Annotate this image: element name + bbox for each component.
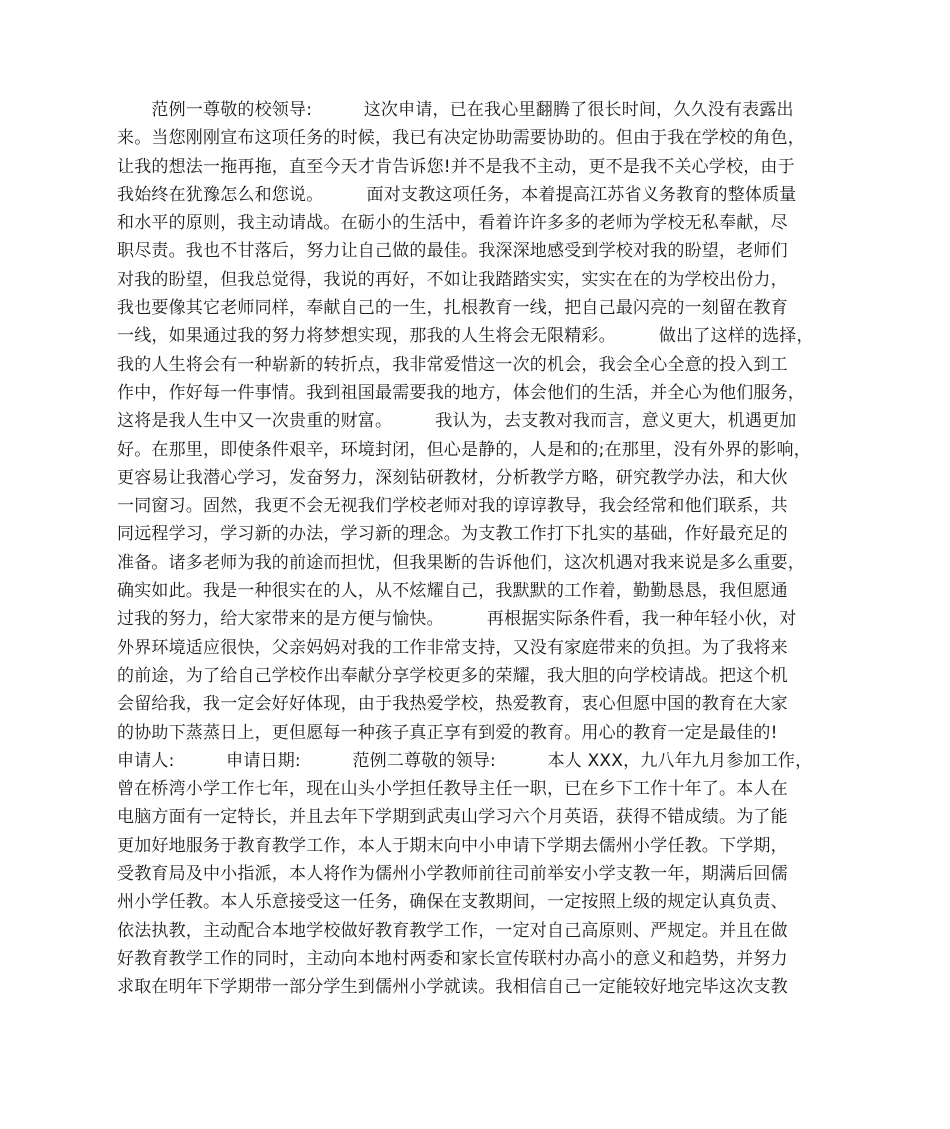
text-line: 和水平的原则，我主动请战。在砺小的生活中，看着许许多多的老师为学校无私奉献，尽 [117, 213, 788, 234]
text-line: 依法执教，主动配合本地学校做好教育教学工作，一定对自己高原则、严规定。并且在做 [117, 920, 788, 941]
text-line: 职尽责。我也不甘落后，努力让自己做的最佳。我深深地感受到学校对我的盼望，老师们 [117, 241, 788, 262]
text-line: 我也要像其它老师同样，奉献自己的一生，扎根教育一线，把自己最闪亮的一刻留在教育 [117, 298, 788, 319]
document-body [117, 96, 843, 1002]
text-line: 会留给我，我一定会好好体现，由于我热爱学校，热爱教育，衷心但愿中国的教育在大家 [117, 694, 788, 715]
text-line: 申请人: 申请日期: 范例二尊敬的领导: 本人 XXX，九八年九月参加工作， [117, 750, 813, 771]
text-line: 更加好地服务于教育教学工作，本人于期末向中小申请下学期去儒州小学任教。下学期， [117, 835, 788, 856]
text-line: 让我的想法一拖再拖，直至今天才肯告诉您!并不是我不主动，更不是我不关心学校，由于 [117, 156, 795, 177]
text-line: 更容易让我潜心学习，发奋努力，深刻钻研教材，分析教学方略，研究教学办法，和大伙 [117, 467, 788, 488]
text-line: 求取在明年下学期带一部分学生到儒州小学就读。我相信自己一定能较好地完毕这次支教 [117, 977, 788, 998]
text-line: 我始终在犹豫怎么和您说。 面对支教这项任务，本着提高江苏省义务教育的整体质量 [117, 184, 797, 205]
text-line: 一线，如果通过我的努力将梦想实现，那我的人生将会无限精彩。 做出了这样的选择， [117, 326, 814, 347]
text-line: 准备。诸多老师为我的前途而担忧，但我果断的告诉他们，这次机遇对我来说是多么重要， [117, 552, 805, 573]
text-line: 电脑方面有一定特长，并且去年下学期到武夷山学习六个月英语，获得不错成绩。为了能 [117, 807, 788, 828]
text-line: 好教育教学工作的同时，主动向本地村两委和家长宣传联村办高小的意义和趋势，并努力 [117, 948, 788, 969]
text-line: 作中，作好每一件事情。我到祖国最需要我的地方，体会他们的生活，并全心为他们服务， [117, 382, 805, 403]
text-line: 同远程学习，学习新的办法，学习新的理念。为支教工作打下扎实的基础，作好最充足的 [117, 524, 788, 545]
text-line: 州小学任教。本人乐意接受这一任务，确保在支教期间，一定按照上级的规定认真负责、 [117, 892, 788, 913]
text-line: 的前途，为了给自己学校作出奉献分享学校更多的荣耀，我大胆的向学校请战。把这个机 [117, 665, 788, 686]
text-line: 的协助下蒸蒸日上，更但愿每一种孩子真正享有到爱的教育。用心的教育一定是最佳的! [117, 722, 778, 743]
text-line: 对我的盼望，但我总觉得，我说的再好，不如让我踏踏实实，实实在在的为学校出份力， [117, 269, 788, 290]
text-line: 过我的努力，给大家带来的是方便与愉快。 再根据实际条件看，我一种年轻小伙，对 [117, 609, 797, 630]
text-line: 我的人生将会有一种崭新的转折点，我非常爱惜这一次的机会，我会全心全意的投入到工 [117, 354, 788, 375]
text-line: 曾在桥湾小学工作七年，现在山头小学担任教导主任一职，已在乡下工作十年了。本人在 [117, 779, 788, 800]
text-line: 一同窗习。固然，我更不会无视我们学校老师对我的谆谆教导，我会经常和他们联系，共 [117, 496, 788, 517]
text-line: 外界环境适应很快，父亲妈妈对我的工作非常支持，又没有家庭带来的负担。为了我将来 [117, 637, 788, 658]
text-line: 来。当您刚刚宣布这项任务的时候，我已有决定协助需要协助的。但由于我在学校的角色， [117, 128, 805, 149]
text-line: 好。在那里，即使条件艰辛，环境封闭，但心是静的，人是和的;在那里，没有外界的影响， [117, 439, 811, 460]
text-line: 这将是我人生中又一次贵重的财富。 我认为，去支教对我而言，意义更大，机遇更加 [117, 411, 797, 432]
text-line: 确实如此。我是一种很实在的人，从不炫耀自己，我默默的工作着，勤勤恳恳，我但愿通 [117, 581, 788, 602]
text-line: 范例一尊敬的校领导: 这次申请，已在我心里翻腾了很长时间，久久没有表露出 [117, 100, 794, 120]
text-line: 受教育局及中小指派，本人将作为儒州小学教师前往司前举安小学支教一年，期满后回儒 [117, 864, 788, 885]
